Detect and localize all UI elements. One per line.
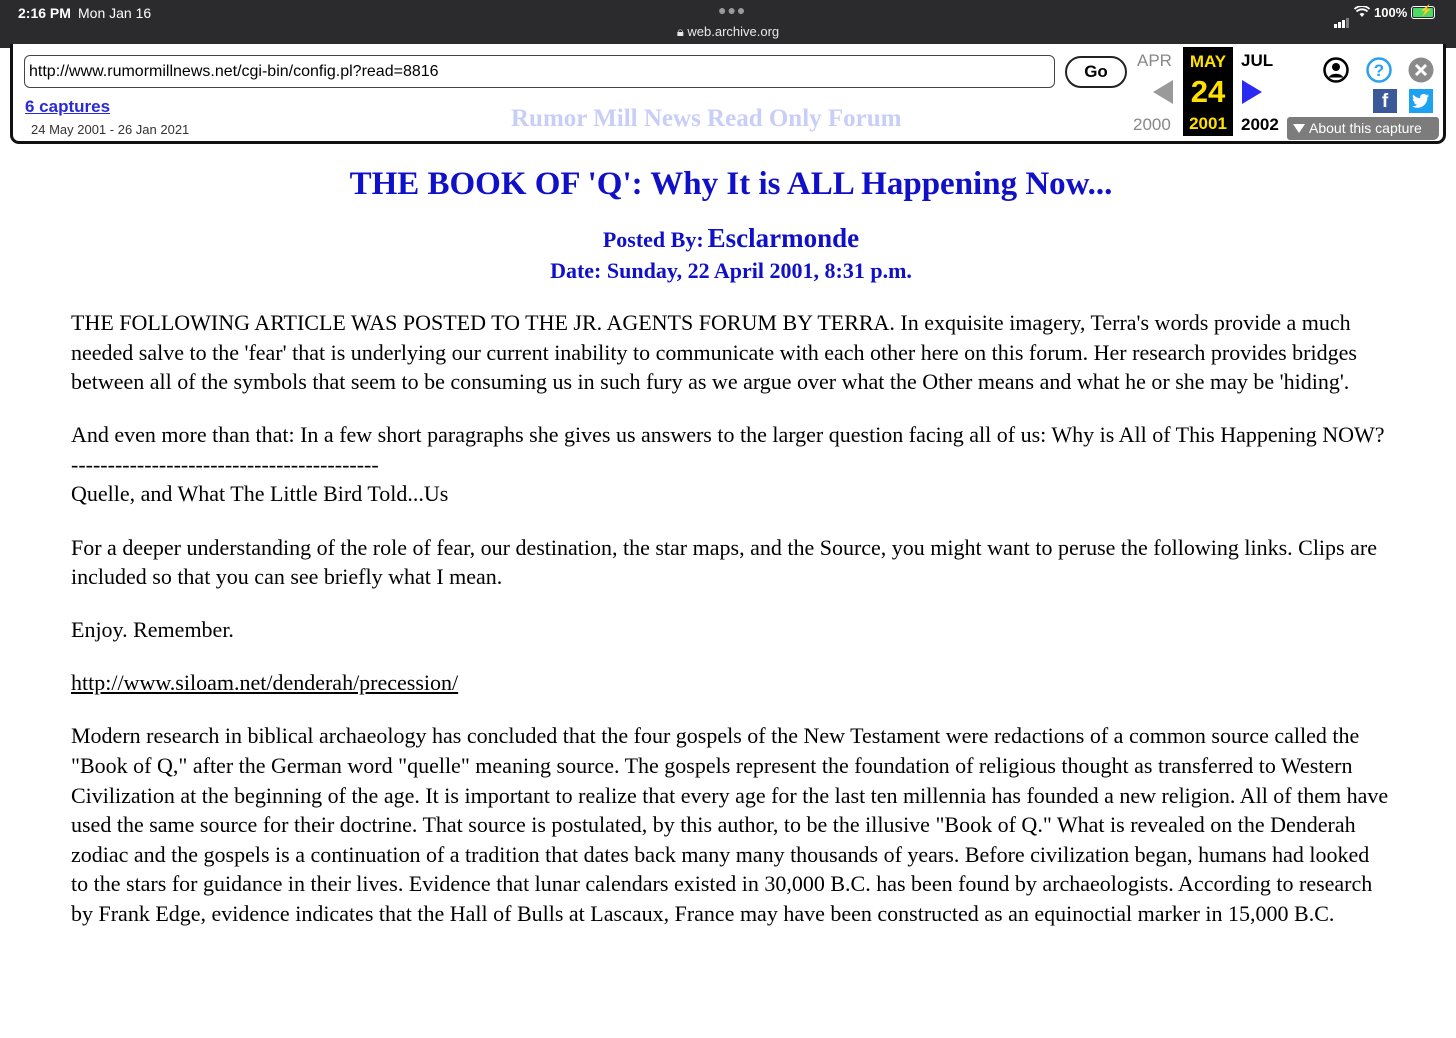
- battery-icon: ⚡: [1411, 6, 1435, 19]
- triangle-down-icon: [1293, 124, 1305, 133]
- article: [71, 160, 1391, 952]
- svg-text:?: ?: [1373, 61, 1385, 80]
- status-time: 2:16 PM: [18, 5, 71, 21]
- current-month: MAY: [1189, 52, 1227, 71]
- paragraph-links-intro: For a deeper understanding of the role of fear, our destination, the star maps, and the Source, you might want to peruse the following links. Clips are included so that you can see briefly what I mean.: [71, 534, 1377, 590]
- post-date: Date: Sunday, 22 April 2001, 8:31 p.m.: [550, 258, 912, 283]
- twitter-icon[interactable]: [1409, 89, 1433, 113]
- close-icon[interactable]: [1408, 57, 1434, 83]
- prev-month[interactable]: APR: [1137, 51, 1172, 70]
- multitask-dots-icon[interactable]: ●●●: [718, 2, 747, 18]
- divider-line: ------------------------------------------: [71, 451, 379, 477]
- posted-by-label: Posted By:: [602, 227, 704, 252]
- about-capture-label: About this capture: [1309, 120, 1422, 136]
- byline: [71, 223, 1391, 284]
- wayback-toolbar: [10, 44, 1446, 144]
- article-headline: THE BOOK OF 'Q': Why It is ALL Happening Now...: [349, 166, 1113, 202]
- battery-percent: 100%: [1374, 5, 1408, 20]
- wifi-icon: [1354, 6, 1370, 21]
- about-capture-button[interactable]: [1287, 117, 1439, 140]
- lock-icon: 🔒︎: [676, 24, 684, 39]
- current-day: 24: [1190, 74, 1226, 109]
- status-bar: [0, 0, 1456, 48]
- captures-link[interactable]: 6 captures: [25, 97, 111, 116]
- author-name: Esclarmonde: [707, 223, 860, 253]
- capture-range: 24 May 2001 - 26 Jan 2021: [31, 122, 190, 137]
- paragraph-question: And even more than that: In a few short paragraphs she gives us answers to the larger question facing all of us: Why is All of This Happening NOW?: [71, 422, 1385, 448]
- prev-year[interactable]: 2000: [1133, 115, 1171, 134]
- prev-capture-arrow-icon[interactable]: [1153, 80, 1173, 104]
- precession-link[interactable]: http://www.siloam.net/denderah/precession/: [71, 670, 459, 696]
- section-subtitle: Quelle, and What The Little Bird Told...Us: [71, 481, 449, 507]
- site-title: Rumor Mill News Read Only Forum: [511, 105, 902, 132]
- next-month[interactable]: JUL: [1241, 51, 1274, 70]
- paragraph-intro: THE FOLLOWING ARTICLE WAS POSTED TO THE JR. AGENTS FORUM BY TERRA. In exquisite imagery, Terra's words provide a much needed salve to the 'fear' that is underlying our current inability to communicate with each other here on this forum. Her research provides bridges between all of the symbols that seem to be consuming us in such fury as we argue over what the Other means and what he or she may be 'hiding'.: [71, 310, 1357, 395]
- facebook-icon[interactable]: f: [1373, 89, 1397, 113]
- help-icon[interactable]: [1366, 57, 1392, 83]
- next-year[interactable]: 2002: [1241, 115, 1279, 134]
- next-capture-arrow-icon[interactable]: [1242, 80, 1262, 104]
- article-body: [71, 308, 1391, 929]
- current-year: 2001: [1189, 114, 1227, 133]
- address-host[interactable]: [0, 24, 1456, 40]
- status-date: Mon Jan 16: [78, 5, 152, 21]
- account-icon[interactable]: [1323, 57, 1349, 83]
- go-button[interactable]: Go: [1065, 56, 1127, 88]
- current-capture-date: [1183, 47, 1233, 136]
- paragraph-book-of-q: Modern research in biblical archaeology has concluded that the four gospels of the New Testament were redactions of a common source called the "Book of Q," after the German word "quelle" meaning source. The gospels represent the foundation of religious thought as transferred to Western Civilization at the beginning of the age. It is important to realize that every age for the last ten millennia has founded a new religion. All of them have used the same source for their doctrine. That source is postulated, by this author, to be the illusive "Book of Q." What is revealed on the Denderah zodiac and the gospels is a continuation of a tradition that dates back many many thousands of years. Before civilization began, humans had looked to the stars for guidance in their lives. Evidence that lunar calendars existed in 30,000 B.C. has been found by archaeologists. According to research by Frank Edge, evidence indicates that the Hall of Bulls at Lascaux, France may have been constructed as an equinoctial marker in 15,000 B.C.: [71, 723, 1389, 926]
- paragraph-enjoy: Enjoy. Remember.: [71, 617, 234, 643]
- cellular-signal-icon: [1334, 10, 1350, 28]
- host-label: web.archive.org: [687, 24, 780, 39]
- url-input[interactable]: http://www.rumormillnews.net/cgi-bin/config.pl?read=8816: [24, 55, 1055, 88]
